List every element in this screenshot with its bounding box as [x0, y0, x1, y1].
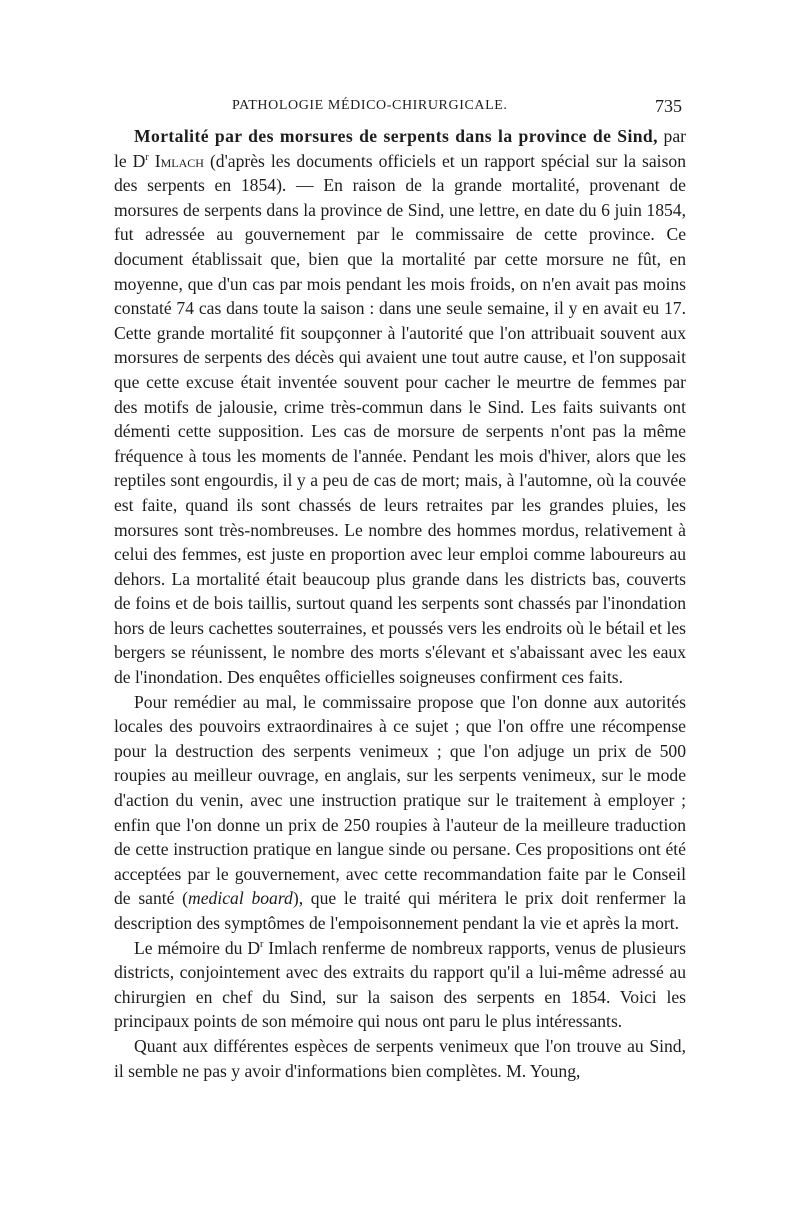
paragraph-2 — [114, 690, 686, 936]
paragraph-3-superscript: r — [260, 938, 264, 950]
page-number: 735 — [655, 96, 682, 116]
article-title: Mortalité par des morsures de serpents dans la province de Sind, — [134, 126, 658, 146]
paragraph-4: Quant aux différentes espèces de serpents venimeux que l'on trouve au Sind, il semble ne pas y avoir d'informations bien complètes. M. Young, — [114, 1035, 686, 1081]
article-body — [114, 124, 686, 1083]
paragraph-2-text-start: Pour remédier au mal, le commissaire propose que l'on donne aux autorités locales des pouvoirs extraordinaires à ce sujet ; que l'on offre une récompense pour la destruction des serpents venimeux ; que l'on adjuge un prix de 500 roupies au meilleur ouvrage, en anglais, sur les serpents venimeux, sur le mode d'action du venin, avec une instruction pratique sur le traitement à employer ; enfin que l'on donne un prix de 250 roupies à l'auteur de la meilleure traduction de cette instruction pratique en langue sinde ou persane. Ces propositions ont été acceptées par le gouvernement, avec cette recommandation faite par le Conseil de santé ( — [114, 691, 686, 909]
paragraph-3 — [114, 936, 686, 1034]
byline-superscript: r — [145, 151, 149, 163]
book-page — [114, 96, 686, 1083]
running-title: PATHOLOGIE MÉDICO-CHIRURGICALE. — [232, 98, 508, 113]
paragraph-1-text: (d'après les documents officiels et un rapport spécial sur la saison des serpents en 1854). — En raison de la grande mortalité, provenant de morsures de serpents dans la province de Sind, une lettre, en date du 6 juin 1854, fut adressée au gouvernement par le commissaire de cette province. Ce document établissait que, bien que la mortalité par cette morsure ne fût, en moyenne, que d'un cas par mois pendant les mois froids, on n'en avait pas moins constaté 74 cas dans toute la saison : dans une seule semaine, il y en avait eu 17. Cette grande mortalité fit soupçonner à l'autorité que l'on attribuait souvent aux morsures de serpents des décès qui avaient une tout autre cause, et l'on supposait que cette excuse était inventée souvent pour cacher le meurtre de femmes par des motifs de jalousie, crime très-commun dans le Sind. Les faits suivants ont démenti cette supposition. Les cas de morsure de serpents n'ont pas la même fréquence à tous les moments de l'année. Pendant les mois d'hiver, alors que les reptiles sont engourdis, il y a peu de cas de mort; mais, à l'automne, où la couvée est faite, quand ils sont chassés de leurs retraites par les grandes pluies, les morsures sont très-nombreuses. Le nombre des hommes mordus, relativement à celui des femmes, est juste en proportion avec leur emploi comme laboureurs au dehors. La mortalité était beaucoup plus grande dans les districts bas, couverts de foins et de bois taillis, surtout quand les serpents sont chassés par l'inondation hors de leurs cachettes souterraines, et poussés vers les endroits où le bétail et les bergers se réunissent, le nombre des morts s'élevant et s'abaissant avec les eaux de l'inondation. Des enquêtes officielles soigneuses confirment ces faits. — [114, 150, 687, 688]
running-head — [114, 96, 686, 122]
paragraph-3-text: Imlach renferme de nombreux rapports, venus de plusieurs districts, conjointement avec des extraits du rapport qu'il a lui-même adressé au chirurgien en chef du Sind, sur la saison des serpents en 1854. Voici les principaux points de son mémoire qui nous ont paru le plus intéressants. — [114, 937, 686, 1032]
paragraph-1 — [114, 124, 686, 690]
byline-author: Imlach — [154, 150, 204, 171]
paragraph-2-text-end: ), que le traité qui méritera le prix doit renfermer la description des symptômes de l'empoisonnement pendant la vie et après la mort. — [114, 888, 686, 933]
medical-board-term: medical board — [188, 888, 293, 909]
paragraph-3-prefix: Le mémoire du D — [134, 937, 261, 958]
byline-prefix: par le D — [114, 126, 686, 171]
